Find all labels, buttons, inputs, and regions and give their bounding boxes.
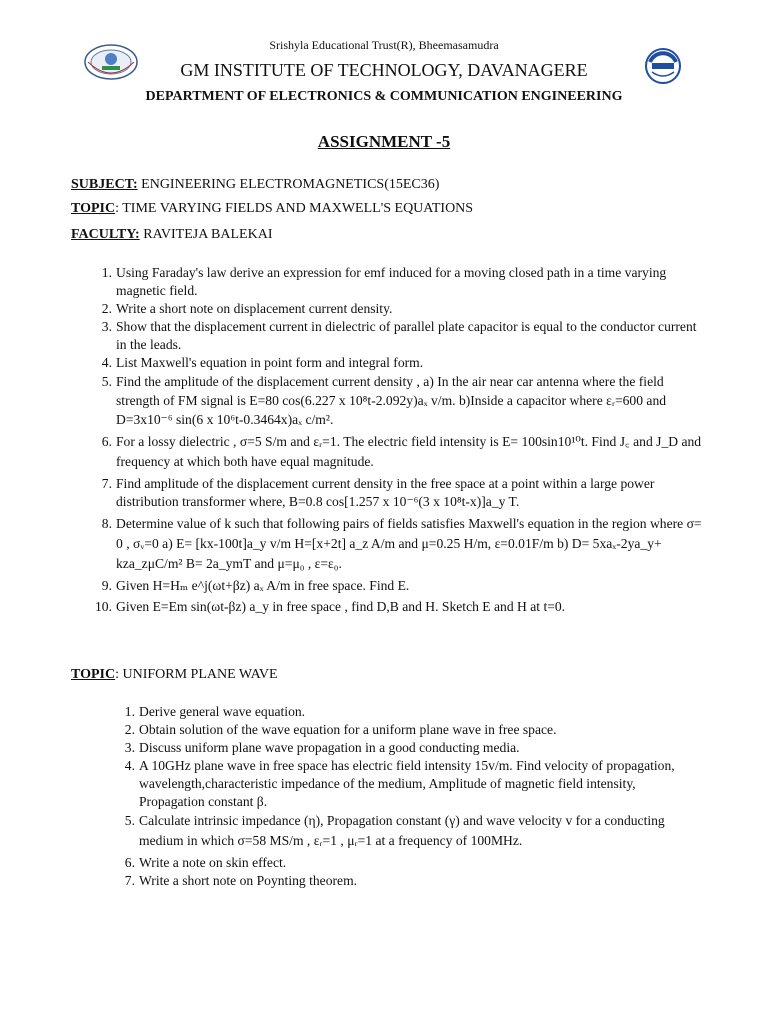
list-item: 3. Discuss uniform plane wave propagation in a good conducting media. xyxy=(124,740,520,755)
topic-label: TOPIC xyxy=(71,201,116,216)
list-item: 6. For a lossy dielectric , σ=5 S/m and εᵣ=1. The electric field intensity is E= 100sin10¹⁰t. Find J꜀ and J_D and frequency at which both have equal magnitude. xyxy=(101,434,702,469)
list-item: 4. List Maxwell's equation in point form and integral form. xyxy=(101,355,424,370)
list-item: 4. A 10GHz plane wave in free space has electric field intensity 15v/m. Find velocity of propagation, wavelength,characteristic impedance of the medium, Amplitude of magnetic field intensity, Propagation constant β. xyxy=(124,758,675,809)
faculty-value: RAVITEJA BALEKAI xyxy=(139,227,273,242)
question-list-plane-wave xyxy=(124,703,699,890)
gmit-emblem-icon xyxy=(640,48,686,84)
page-title: ASSIGNMENT -5 xyxy=(317,132,451,151)
department-name: DEPARTMENT OF ELECTRONICS & COMMUNICATION ENGINEERING xyxy=(145,89,623,104)
topic2-value: : UNIFORM PLANE WAVE xyxy=(115,667,278,682)
question-list-maxwell xyxy=(95,264,706,616)
list-item: 6. Write a note on skin effect. xyxy=(124,855,287,870)
faculty-label: FACULTY: xyxy=(71,227,140,242)
subject-label: SUBJECT: xyxy=(71,177,138,192)
institute-name: GM INSTITUTE OF TECHNOLOGY, DAVANAGERE xyxy=(180,60,588,80)
faculty-line xyxy=(71,227,272,243)
list-item: 5. Find the amplitude of the displacement current density , a) In the air near car antenna where the field strength of FM signal is E=80 cos(6.227 x 10⁸t-2.092y)aₓ v/m. b)Inside a capacitor where εᵣ=600 and D=3x10⁻⁶ sin(6 x 10⁶t-0.3464x)aₓ c/m². xyxy=(101,374,667,427)
list-item: 7. Write a short note on Poynting theorem. xyxy=(124,873,358,888)
trust-name: Srishyla Educational Trust(R), Bheemasamudra xyxy=(269,38,499,52)
subject-line xyxy=(71,177,439,193)
list-item: 2. Obtain solution of the wave equation for a uniform plane wave in free space. xyxy=(124,722,557,737)
subject-value: ENGINEERING ELECTROMAGNETICS(15EC36) xyxy=(137,177,440,192)
topic2-label: TOPIC xyxy=(71,667,116,682)
list-item: 8. Determine value of k such that following pairs of fields satisfies Maxwell's equation in the region where σ= 0 , σᵥ=0 a) E= [kx-100t]a_y v/m H=[x+2t] a_z A/m and μ=0.25 H/m, ε=0.01F/m b) D= 5xaₓ-2ya_y+ kza_zμC/m² B= 2a_ymT and μ=μ₀ , ε=ε₀. xyxy=(101,516,702,571)
topic-line xyxy=(71,201,473,217)
list-item: 5. Calculate intrinsic impedance (η), Propagation constant (γ) and wave velocity v for a conducting medium in which σ=58 MS/m , εᵣ=1 , μᵣ=1 at a frequency of 100MHz. xyxy=(124,813,665,848)
list-item: 9. Given H=Hₘ e^j(ωt+βz) aₓ A/m in free space. Find E. xyxy=(101,578,410,593)
list-item: 10. Given E=Em sin(ωt-βz) a_y in free space , find D,B and H. Sketch E and H at t=0. xyxy=(95,599,566,614)
list-item: 7. Find amplitude of the displacement current density in the free space at a point within a large power distribution transformer where, B=0.8 cos[1.257 x 10⁻⁶(3 x 10⁸t-x)]a_y T. xyxy=(101,476,655,509)
list-item: 3. Show that the displacement current in dielectric of parallel plate capacitor is equal to the conductor current in the leads. xyxy=(101,319,697,352)
list-item: 1. Derive general wave equation. xyxy=(124,704,306,719)
topic-value: : TIME VARYING FIELDS AND MAXWELL'S EQUATIONS xyxy=(115,201,474,216)
list-item: 1. Using Faraday's law derive an expression for emf induced for a moving closed path in a time varying magnetic field. xyxy=(101,265,667,298)
topic2-line xyxy=(71,667,278,683)
list-item: 2. Write a short note on displacement current density. xyxy=(101,301,393,316)
